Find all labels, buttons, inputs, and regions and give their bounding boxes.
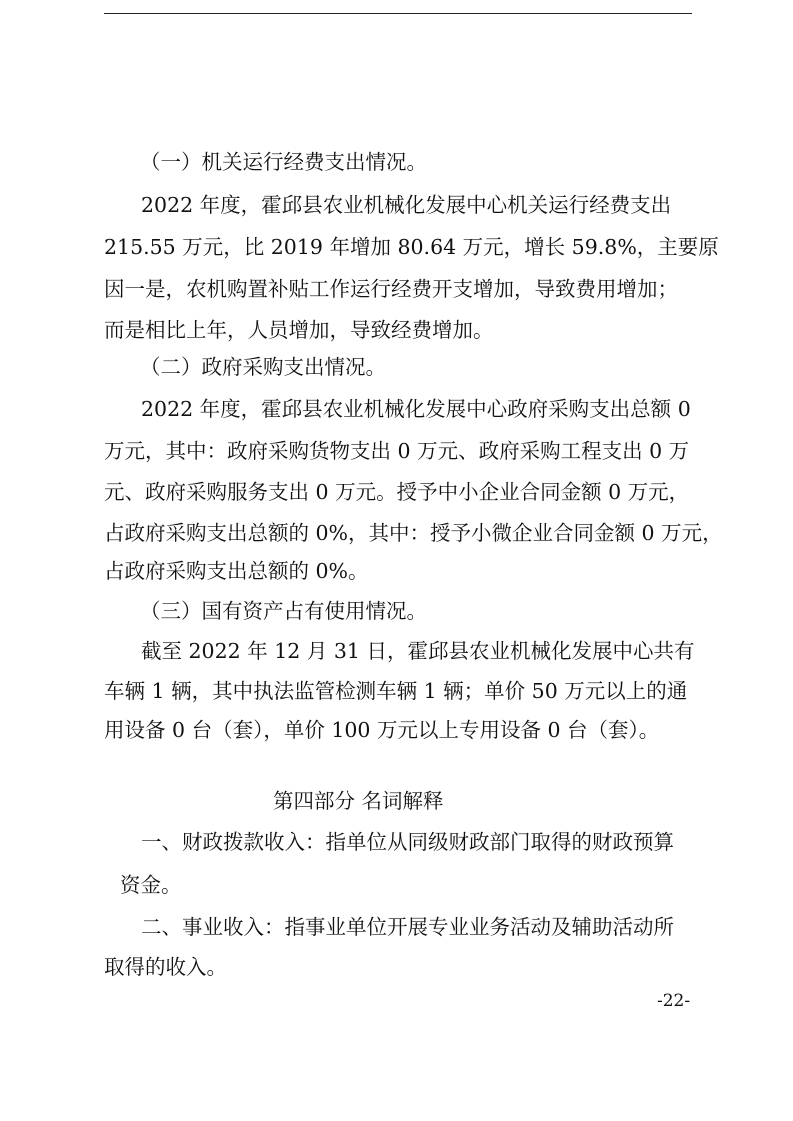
paragraph-line: 万元，其中：政府采购货物支出 0 万元、政府采购工程支出 0 万: [104, 439, 690, 463]
paragraph-line: 车辆 1 辆，其中执法监管检测车辆 1 辆；单价 50 万元以上的通: [104, 679, 688, 703]
paragraph-line: 因一是，农机购置补贴工作运行经费开支增加，导致费用增加；: [104, 277, 678, 301]
paragraph-line: 截至 2022 年 12 月 31 日，霍邱县农业机械化发展中心共有: [141, 639, 695, 663]
definition-line: 二、事业收入：指事业单位开展专业业务活动及辅助活动所: [141, 915, 674, 939]
part-title: 第四部分 名词解释: [273, 789, 444, 813]
paragraph-line: 而是相比上年，人员增加，导致经费增加。: [104, 318, 494, 342]
paragraph-line: 215.55 万元，比 2019 年增加 80.64 万元，增长 59.8%，主要原: [104, 235, 719, 259]
paragraph-line: 2022 年度，霍邱县农业机械化发展中心机关运行经费支出: [141, 193, 672, 217]
paragraph-line: 占政府采购支出总额的 0%，其中：授予小微企业合同金额 0 万元，: [104, 521, 723, 545]
section-heading-operating-expenses: （一）机关运行经费支出情况。: [140, 150, 427, 174]
section-heading-procurement: （二）政府采购支出情况。: [140, 355, 386, 379]
paragraph-line: 元、政府采购服务支出 0 万元。授予中小企业合同金额 0 万元，: [104, 480, 690, 504]
definition-line: 资金。: [120, 873, 182, 897]
page-number: -22-: [657, 991, 691, 1011]
section-heading-state-assets: （三）国有资产占有使用情况。: [140, 599, 427, 623]
definition-line: 一、财政拨款收入：指单位从同级财政部门取得的财政预算: [141, 830, 674, 854]
header-rule: [104, 13, 692, 14]
paragraph-line: 2022 年度，霍邱县农业机械化发展中心政府采购支出总额 0: [141, 397, 691, 421]
paragraph-line: 占政府采购支出总额的 0%。: [104, 559, 369, 583]
definition-line: 取得的收入。: [104, 955, 227, 979]
paragraph-line: 用设备 0 台（套），单价 100 万元以上专用设备 0 台（套）。: [104, 718, 660, 742]
